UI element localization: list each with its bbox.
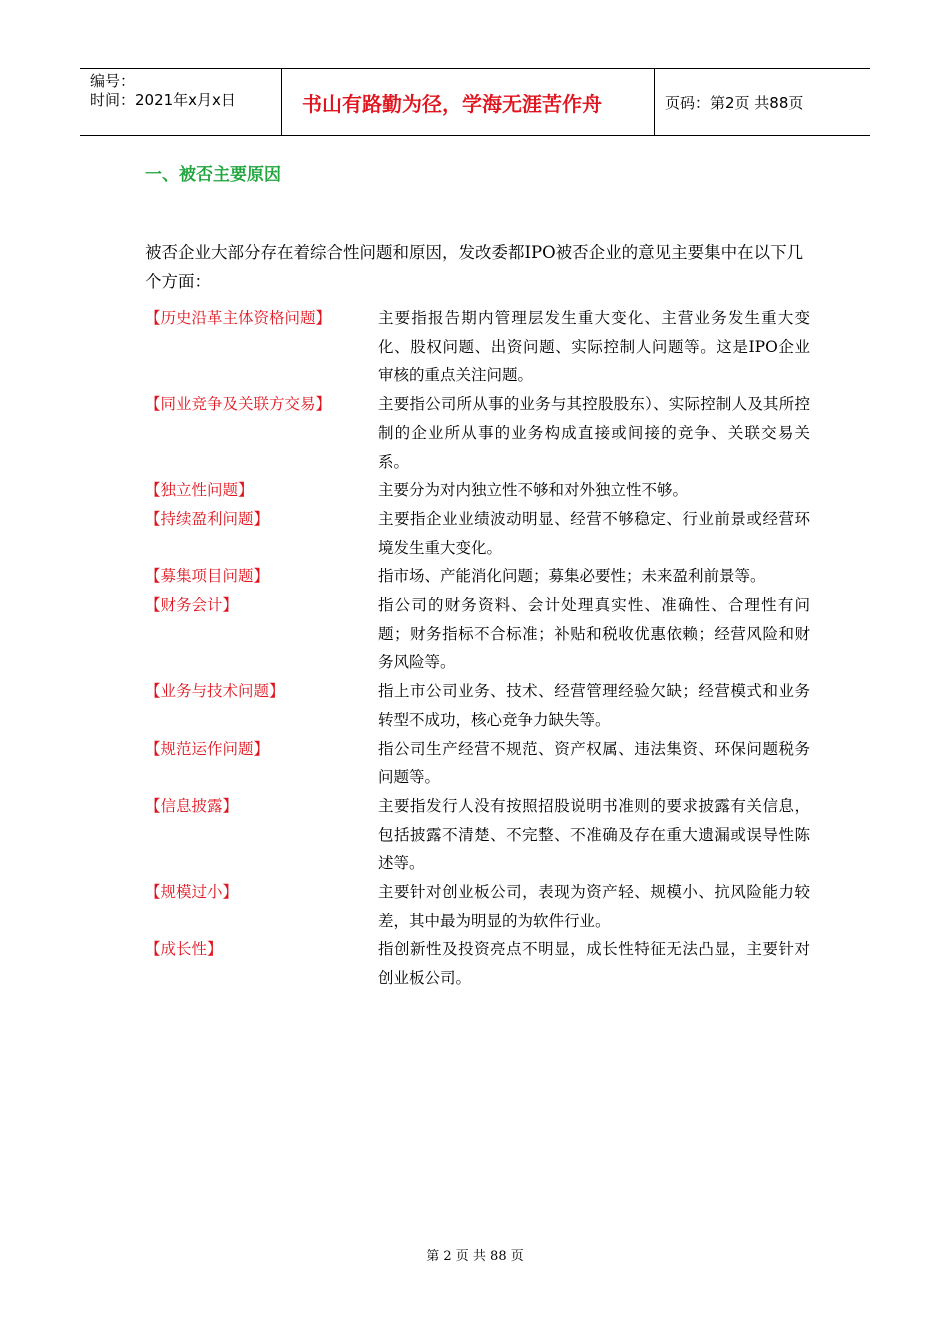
reason-label: 【信息披露】	[145, 796, 239, 815]
reason-description: 指公司生产经营不规范、资产权属、违法集资、环保问题税务问题等。	[378, 739, 810, 787]
reason-description: 主要指企业业绩波动明显、经营不够稳定、行业前景或经营环境发生重大变化。	[378, 509, 810, 557]
reason-item	[145, 677, 810, 734]
page-header	[80, 68, 870, 136]
reason-item	[145, 476, 810, 505]
header-meta	[80, 69, 282, 135]
page-footer: 第 2 页 共 88 页	[426, 1249, 524, 1264]
reason-description: 主要指报告期内管理层发生重大变化、主营业务发生重大变化、股权问题、出资问题、实际控制人问题等。这是IPO企业审核的重点关注问题。	[378, 309, 810, 385]
reason-label: 【财务会计】	[145, 596, 239, 615]
reason-description: 主要分为对内独立性不够和对外独立性不够。	[378, 481, 689, 500]
header-page-info: 页码：第2页 共88页	[665, 93, 804, 112]
reason-label: 【历史沿革主体资格问题】	[145, 309, 332, 327]
reason-item	[145, 591, 810, 677]
reason-label: 【规范运作问题】	[145, 739, 270, 758]
reason-label: 【业务与技术问题】	[145, 682, 285, 701]
reason-description: 主要指发行人没有按照招股说明书准则的要求披露有关信息，包括披露不清楚、不完整、不准确及存在重大遗漏或误导性陈述等。	[378, 796, 810, 873]
reason-item	[145, 878, 810, 935]
reason-description: 主要指公司所从事的业务与其控股股东）、实际控制人及其所控制的企业所从事的业务构成直接或间接的竞争、关联交易关系。	[378, 395, 810, 471]
reason-label: 【募集项目问题】	[145, 567, 270, 586]
reason-item	[145, 304, 810, 390]
reason-label: 【独立性问题】	[145, 481, 254, 500]
reason-item	[145, 390, 810, 476]
reason-description: 指市场、产能消化问题；募集必要性；未来盈利前景等。	[378, 567, 766, 586]
reason-item	[145, 562, 810, 591]
reason-item	[145, 735, 810, 792]
reason-description: 主要针对创业板公司，表现为资产轻、规模小、抗风险能力较差，其中最为明显的为软件行业。	[378, 883, 810, 930]
reason-label: 【持续盈利问题】	[145, 509, 270, 528]
reason-item	[145, 792, 810, 878]
reason-description: 指创新性及投资亮点不明显，成长性特征无法凸显，主要针对创业板公司。	[378, 940, 810, 988]
reason-label: 【规模过小】	[145, 883, 239, 902]
reason-item	[145, 935, 810, 992]
intro-paragraph: 被否企业大部分存在着综合性问题和原因，发改委都IPO被否企业的意见主要集中在以下几个方面：	[145, 243, 804, 291]
reason-item	[145, 505, 810, 562]
document-number-label: 编号：	[90, 72, 136, 90]
reasons-list	[145, 304, 810, 993]
reason-description: 指上市公司业务、技术、经营管理经验欠缺；经营模式和业务转型不成功，核心竞争力缺失等。	[378, 682, 810, 729]
section-title: 一、被否主要原因	[145, 165, 281, 185]
reason-label: 【同业竞争及关联方交易】	[145, 395, 332, 414]
reason-description: 指公司的财务资料、会计处理真实性、准确性、合理性有问题；财务指标不合标准；补贴和税收优惠依赖；经营风险和财务风险等。	[378, 596, 810, 672]
document-time-label: 时间：2021年x月x日	[90, 91, 236, 109]
reason-label: 【成长性】	[145, 940, 223, 959]
header-motto: 书山有路勤为径，学海无涯苦作舟	[282, 69, 655, 135]
